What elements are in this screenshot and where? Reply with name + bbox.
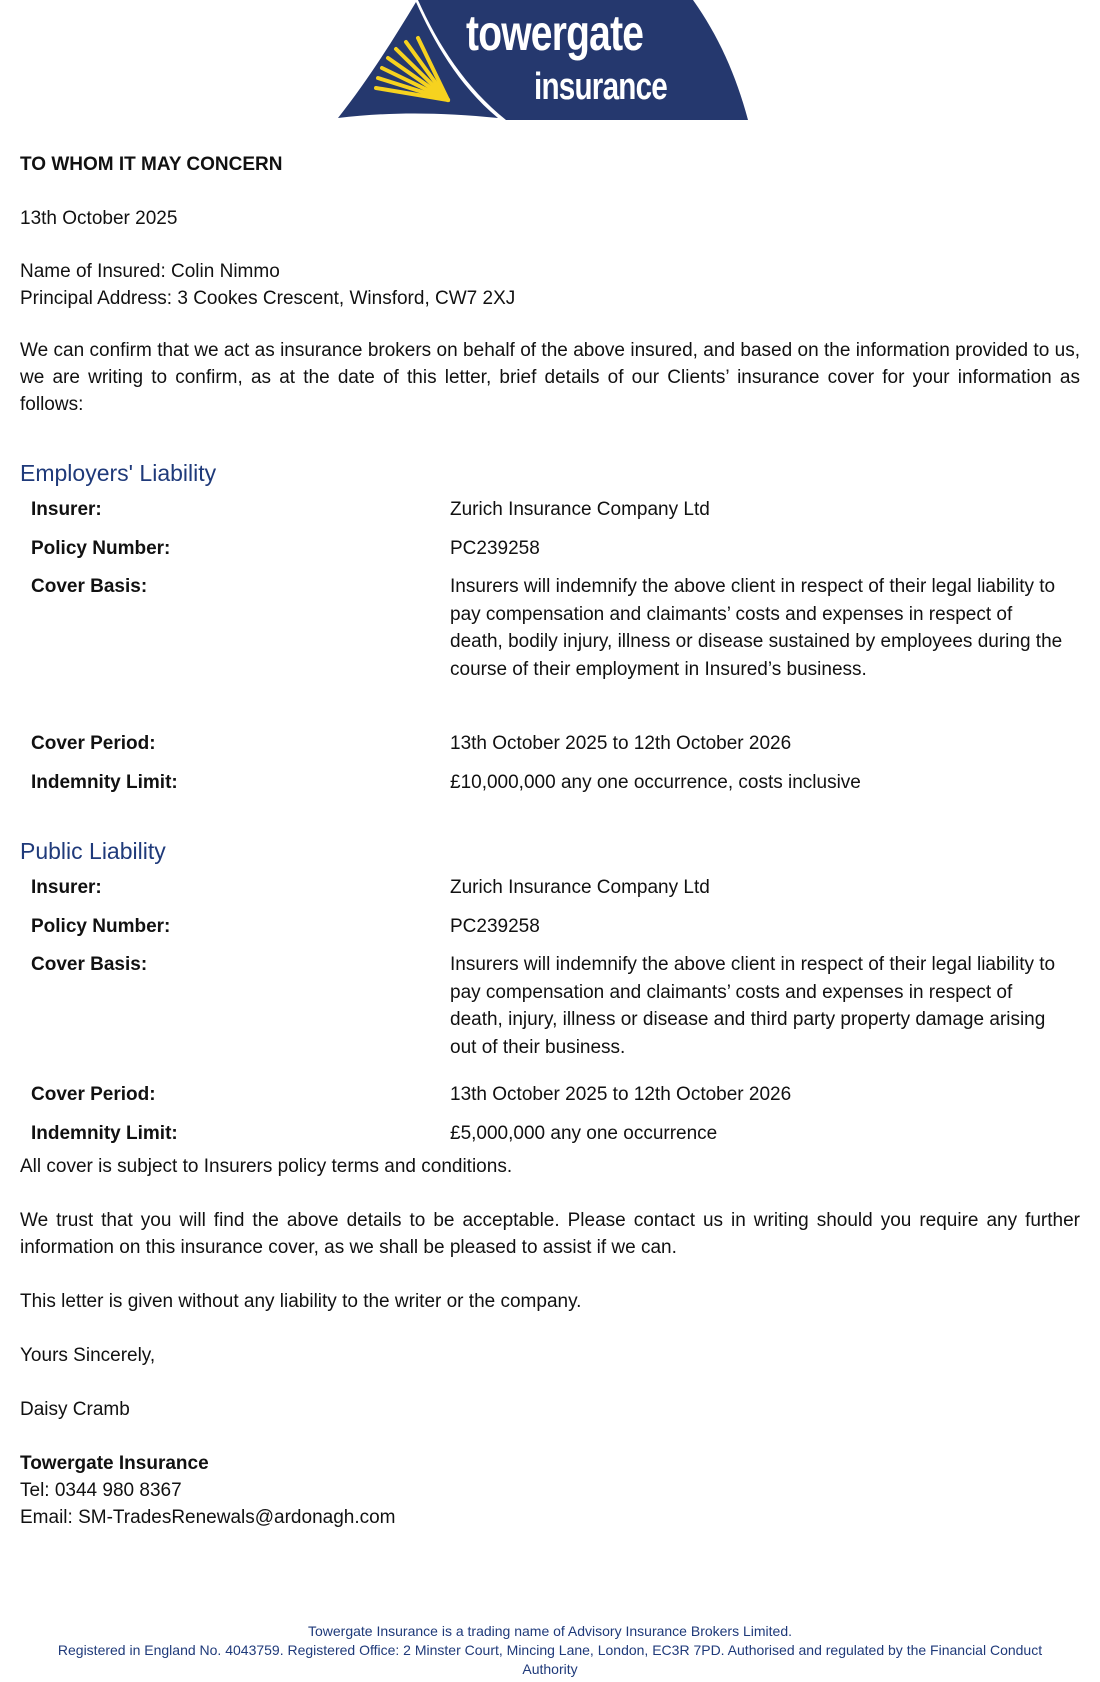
sign-off (20, 1342, 1080, 1369)
signatory-name: Daisy Cramb (20, 1399, 130, 1420)
date-text: 13th October 2025 (20, 208, 178, 229)
towergate-logo (338, 0, 748, 122)
letter-date (20, 205, 1080, 232)
row-label: Policy Number: (31, 916, 171, 937)
row-value: 13th October 2025 to 12th October 2026 (450, 1084, 792, 1105)
section-title-employers-liability: Employers' Liability (20, 460, 217, 486)
footer-line-2: Registered in England No. 4043759. Registered Office: 2 Minster Court, Mincing Lane, London, EC3R 7PD. Authorised and regulated by the Financial Conduct (57, 1642, 1043, 1658)
subject-to-terms (20, 1153, 1080, 1180)
row-label: Indemnity Limit: (31, 772, 178, 793)
logo-wordmark: towergate (466, 5, 644, 61)
row-label: Indemnity Limit: (31, 1123, 178, 1144)
logo-subtitle: insurance (534, 66, 668, 108)
intro-paragraph: We can confirm that we act as insurance brokers on behalf of the above insured, and based on the information provided to us, we are writing to confirm, as at the date of this letter, brief details of our Clients’ insurance cover for your information as follows: (20, 340, 1080, 415)
row-value: Insurers will indemnify the above client in respect of their legal liability to pay compensation and claimants’ costs and expenses in respect of death, injury, illness or disease and third party property damage arising out of their business. (450, 954, 1056, 1058)
insured-details (20, 258, 1080, 312)
row-value: PC239258 (450, 538, 540, 559)
row-label: Insurer: (31, 499, 102, 520)
row-value: £10,000,000 any one occurrence, costs inclusive (450, 772, 861, 793)
footer-line-3: Authority (522, 1661, 578, 1677)
telephone: Tel: 0344 980 8367 (20, 1480, 182, 1501)
subject-to-text: All cover is subject to Insurers policy terms and conditions. (20, 1156, 513, 1177)
signatory (20, 1396, 1080, 1423)
footer-line-1: Towergate Insurance is a trading name of Advisory Insurance Brokers Limited. (307, 1623, 793, 1639)
disclaimer (20, 1288, 1080, 1315)
row-label: Cover Basis: (31, 954, 148, 975)
email-link[interactable]: Email: SM-TradesRenewals@ardonagh.com (20, 1507, 396, 1528)
insured-name: Name of Insured: Colin Nimmo (20, 261, 280, 282)
row-label: Cover Basis: (31, 576, 148, 597)
row-label: Cover Period: (31, 733, 156, 754)
sign-off-text: Yours Sincerely, (20, 1345, 156, 1366)
company-name: Towergate Insurance (20, 1453, 209, 1474)
section-title-public-liability: Public Liability (20, 838, 166, 864)
salutation-text: TO WHOM IT MAY CONCERN (20, 154, 283, 175)
row-label: Policy Number: (31, 538, 171, 559)
row-value: PC239258 (450, 916, 540, 937)
row-label: Insurer: (31, 877, 102, 898)
legal-footer (0, 1622, 1100, 1679)
row-value: Zurich Insurance Company Ltd (450, 499, 710, 520)
trust-paragraph: We trust that you will find the above details to be acceptable. Please contact us in writing should you require any further information on this insurance cover, as we shall be pleased to assist if we can. (20, 1210, 1080, 1258)
disclaimer-text: This letter is given without any liability to the writer or the company. (20, 1291, 582, 1312)
row-value: 13th October 2025 to 12th October 2026 (450, 733, 792, 754)
row-label: Cover Period: (31, 1084, 156, 1105)
salutation (20, 151, 1080, 178)
row-value: Insurers will indemnify the above client in respect of their legal liability to pay compensation and claimants’ costs and expenses in respect of death, bodily injury, illness or disease sustained by employees during the course of their employment in Insured’s business. (450, 576, 1063, 680)
row-value: Zurich Insurance Company Ltd (450, 877, 710, 898)
row-value: £5,000,000 any one occurrence (450, 1123, 718, 1144)
contact-block (20, 1450, 1080, 1531)
principal-address: Principal Address: 3 Cookes Crescent, Winsford, CW7 2XJ (20, 288, 516, 309)
